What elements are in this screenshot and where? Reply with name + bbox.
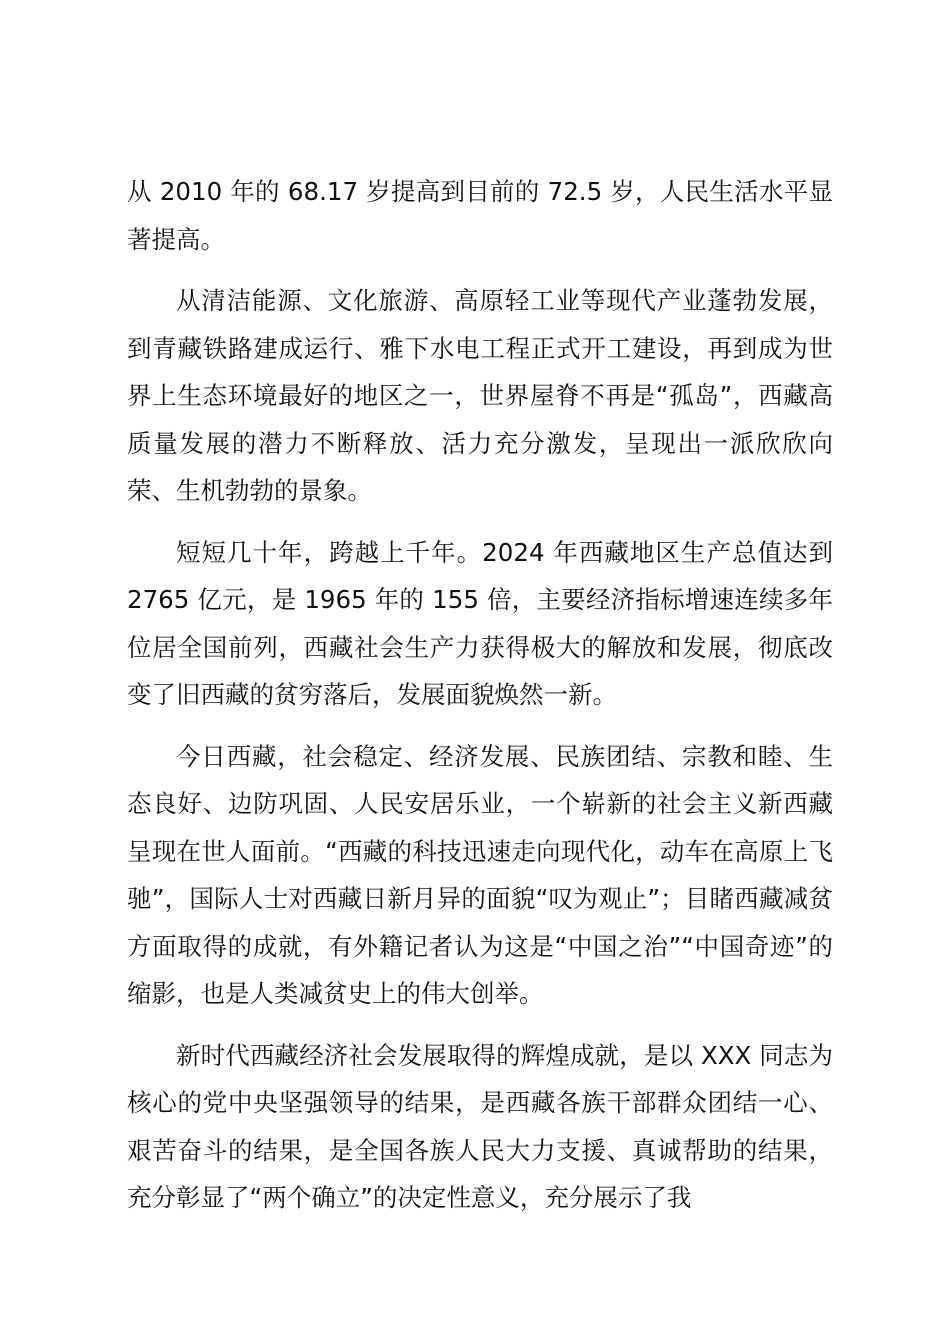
document-body bbox=[127, 168, 833, 1236]
paragraph-economic-growth: 短短几十年，跨越上千年。2024 年西藏地区生产总值达到 2765 亿元，是 1965 年的 155 倍，主要经济指标增速连续多年位居全国前列，西藏社会生产力获得极大的解放和发展，彻底改变了旧西藏的贫穷落后，发展面貌焕然一新。 bbox=[127, 537, 833, 709]
paragraph-continuation: 从 2010 年的 68.17 岁提高到目前的 72.5 岁，人民生活水平显著提高。 bbox=[127, 177, 833, 254]
paragraph-industry-development: 从清洁能源、文化旅游、高原轻工业等现代产业蓬勃发展，到青藏铁路建成运行、雅下水电工程正式开工建设，再到成为世界上生态环境最好的地区之一，世界屋脊不再是“孤岛”，西藏高质量发展的潜力不断释放、活力充分激发，呈现出一派欣欣向荣、生机勃勃的景象。 bbox=[127, 286, 833, 505]
paragraph-today-tibet: 今日西藏，社会稳定、经济发展、民族团结、宗教和睦、生态良好、边防巩固、人民安居乐业，一个崭新的社会主义新西藏呈现在世人面前。“西藏的科技迅速走向现代化，动车在高原上飞驰”，国际人士对西藏日新月异的面貌“叹为观止”；目睹西藏减贫方面取得的成就，有外籍记者认为这是“中国之治”“中国奇迹”的缩影，也是人类减贫史上的伟大创举。 bbox=[127, 741, 833, 1008]
paragraph-achievements: 新时代西藏经济社会发展取得的辉煌成就，是以 XXX 同志为核心的党中央坚强领导的结果，是西藏各族干部群众团结一心、艰苦奋斗的结果，是全国各族人民大力支援、真诚帮助的结果，充分彰显了“两个确立”的决定性意义，充分展示了我 bbox=[127, 1040, 833, 1212]
